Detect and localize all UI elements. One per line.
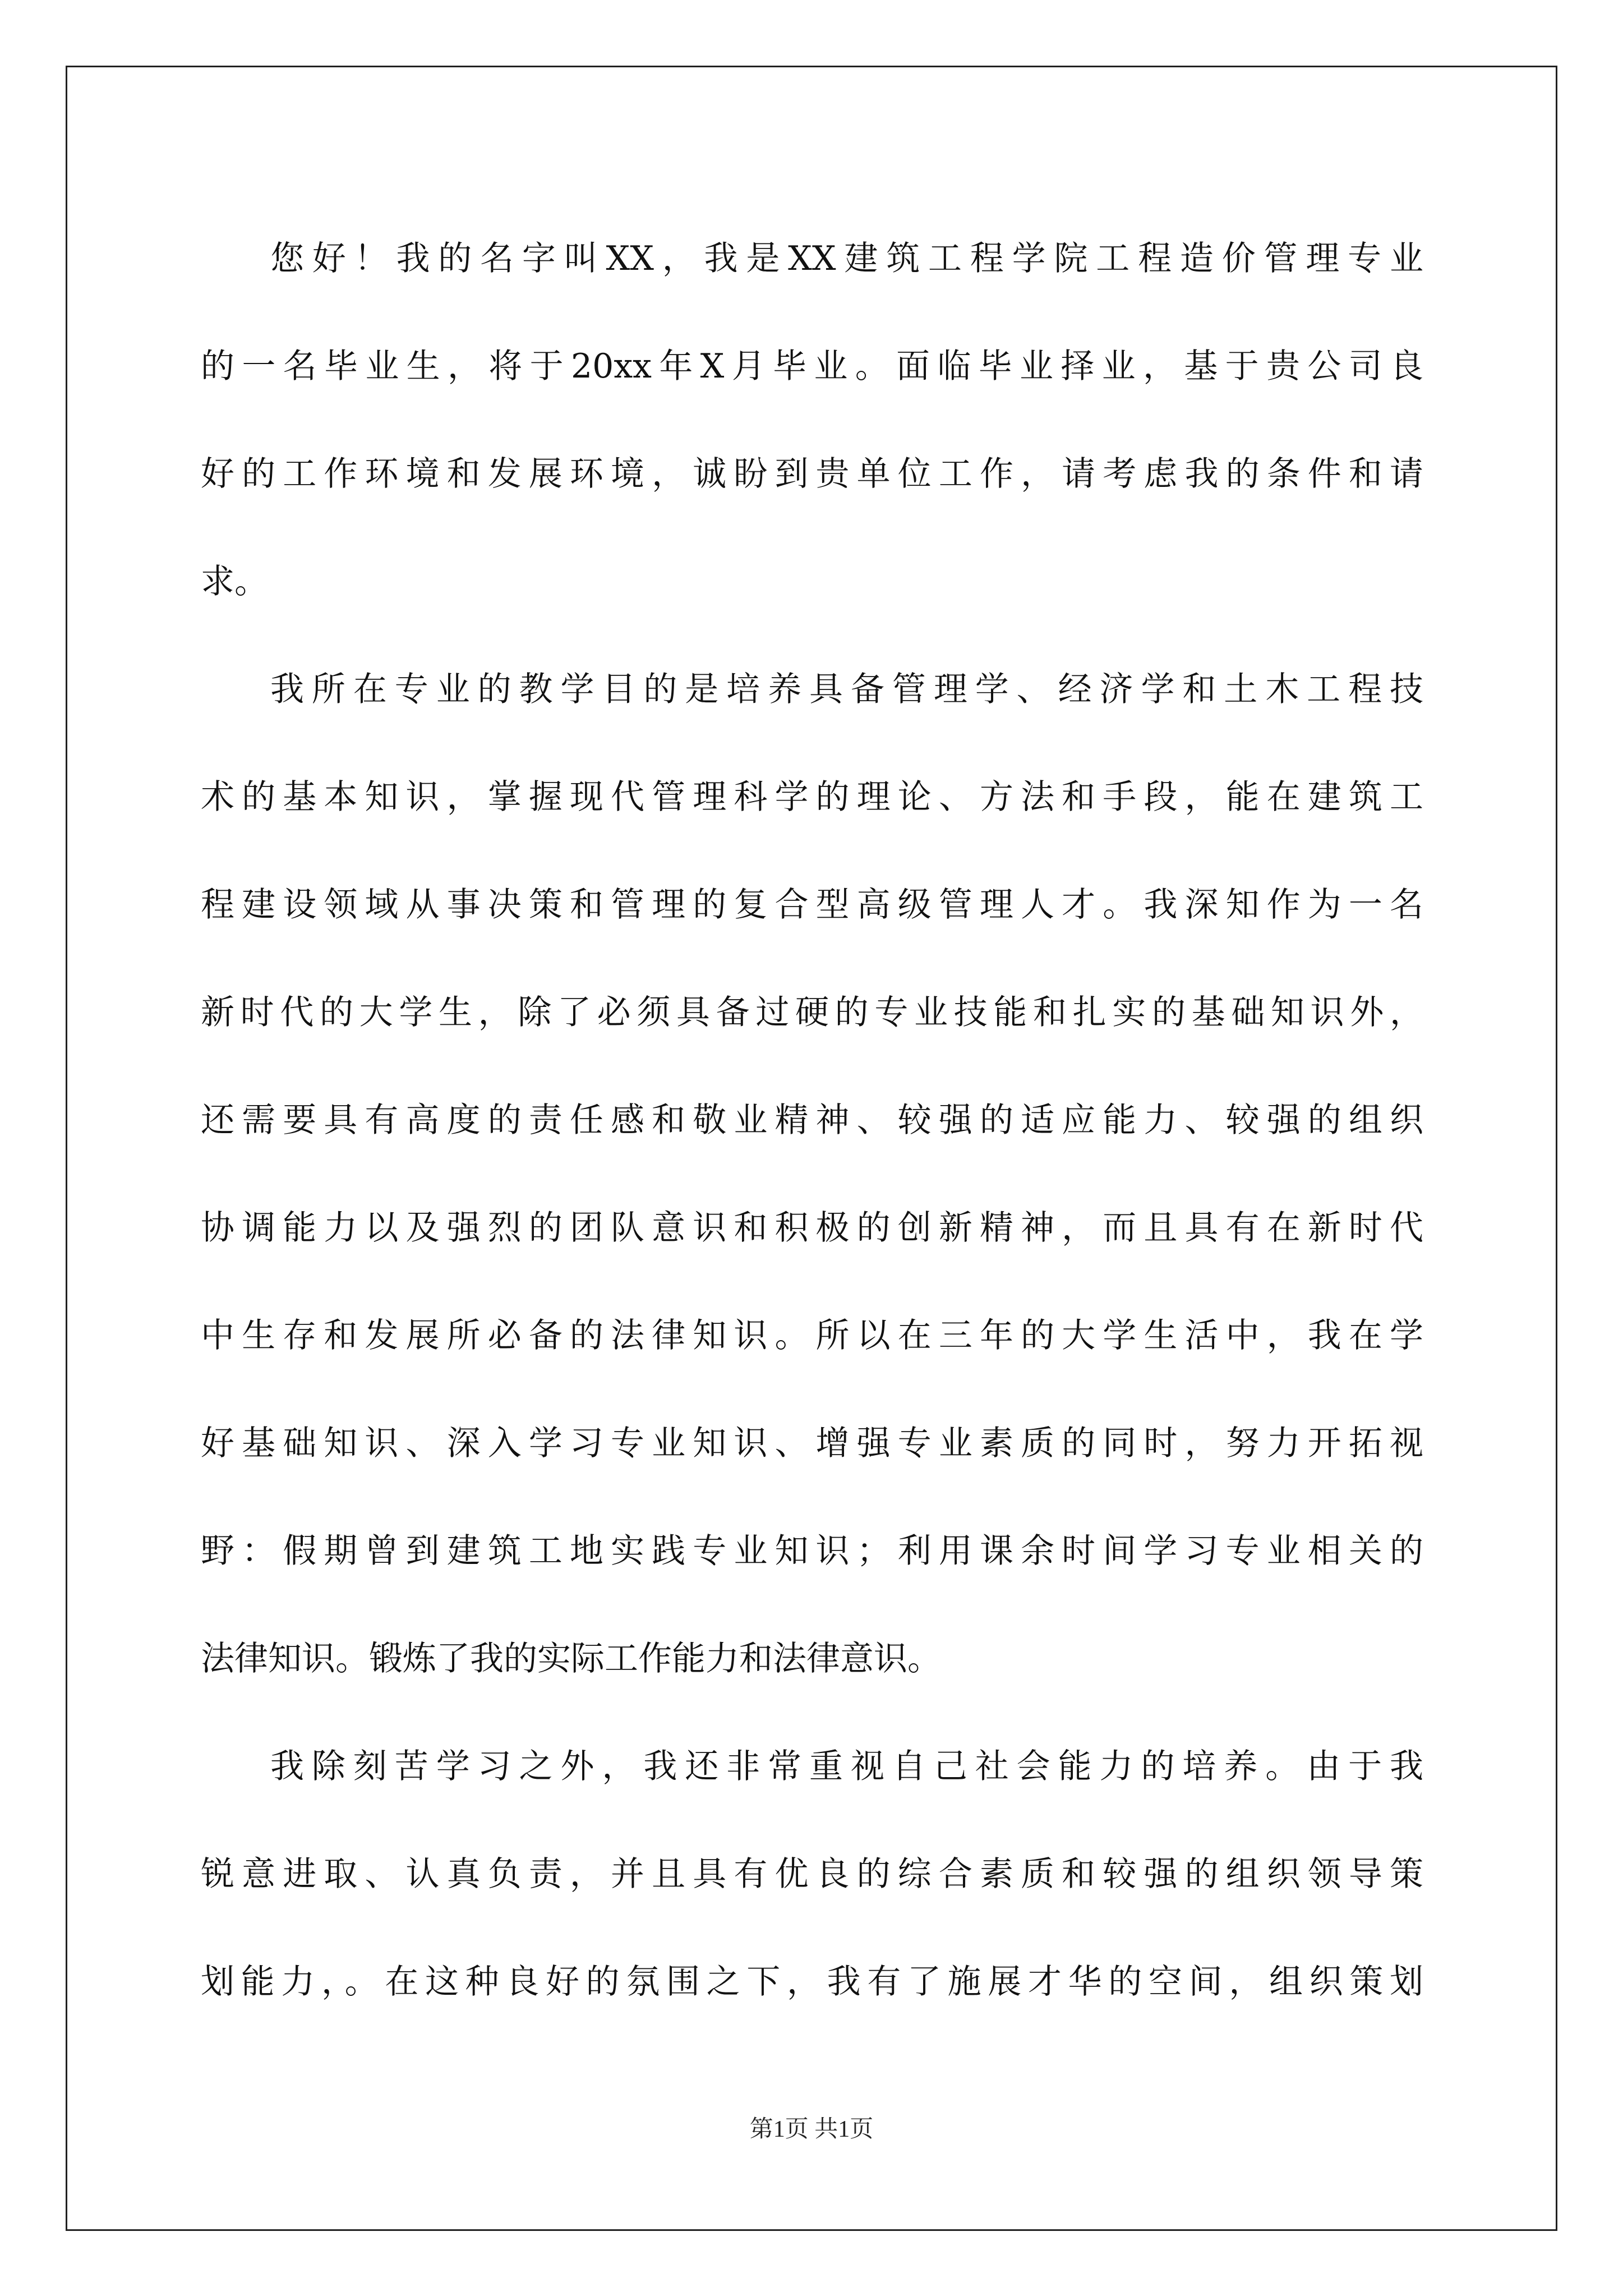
paragraph-2-line-4: 新时代的大学生，除了必须具备过硬的专业技能和扎实的基础知识外，: [201, 993, 1423, 1032]
paragraph-3-line-3: 划能力，。在这种良好的氛围之下，我有了施展才华的空间，组织策划: [201, 1962, 1423, 2001]
letter-body: [201, 205, 1423, 2036]
page-footer: 第1页 共1页: [749, 2116, 874, 2142]
paragraph-2-line-6: 协调能力以及强烈的团队意识和积极的创新精神，而且具有在新时代: [201, 1208, 1423, 1248]
paragraph-2-line-1: 我所在专业的教学目的是培养具备管理学、经济学和土木工程技: [270, 670, 1423, 709]
paragraph-3-line-1: 我除刻苦学习之外，我还非常重视自己社会能力的培养。由于我: [270, 1747, 1423, 1786]
paragraph-2-line-8: 好基础知识、深入学习专业知识、增强专业素质的同时，努力开拓视: [201, 1424, 1423, 1463]
paragraph-1-line-4: 求。: [201, 562, 268, 601]
paragraph-2-line-5: 还需要具有高度的责任感和敬业精神、较强的适应能力、较强的组织: [201, 1101, 1423, 1140]
paragraph-2-line-3: 程建设领域从事决策和管理的复合型高级管理人才。我深知作为一名: [201, 885, 1423, 924]
paragraph-2-line-10: 法律知识。锻炼了我的实际工作能力和法律意识。: [201, 1639, 941, 1678]
paragraph-2-line-9: 野：假期曾到建筑工地实践专业知识；利用课余时间学习专业相关的: [201, 1531, 1423, 1571]
paragraph-2-line-2: 术的基本知识，掌握现代管理科学的理论、方法和手段，能在建筑工: [201, 777, 1423, 817]
paragraph-1-line-2: 的一名毕业生，将于20xx年X月毕业。面临毕业择业，基于贵公司良: [201, 347, 1423, 386]
paragraph-3-line-2: 锐意进取、认真负责，并且具有优良的综合素质和较强的组织领导策: [201, 1855, 1423, 1894]
paragraph-2-line-7: 中生存和发展所必备的法律知识。所以在三年的大学生活中，我在学: [201, 1316, 1423, 1355]
paragraph-1-line-3: 好的工作环境和发展环境，诚盼到贵单位工作，请考虑我的条件和请: [201, 454, 1423, 494]
paragraph-1-line-1: 您好！我的名字叫XX，我是XX建筑工程学院工程造价管理专业: [270, 239, 1423, 278]
